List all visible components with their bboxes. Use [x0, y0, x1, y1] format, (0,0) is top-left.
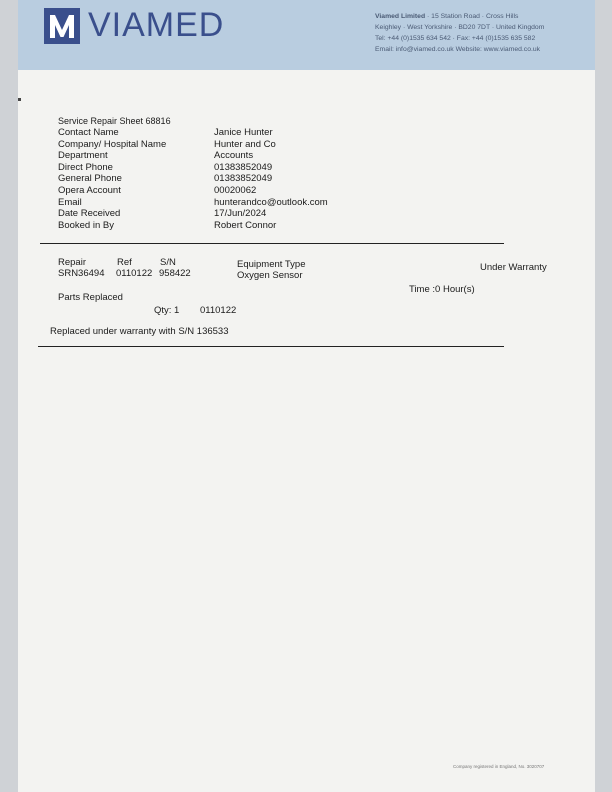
part-reference: 0110122: [200, 305, 237, 316]
field-label: Contact Name: [58, 127, 119, 138]
section-divider: [40, 243, 504, 244]
field-label: Date Received: [58, 208, 121, 220]
punch-mark: [18, 98, 21, 101]
repair-number: SRN36494: [58, 268, 105, 279]
company-address: [375, 11, 585, 55]
address-line-3: Tel: +44 (0)1535 634 542 · Fax: +44 (0)1535 635 582: [375, 35, 536, 42]
field-value: 01383852049: [214, 161, 273, 173]
field-value: Accounts: [214, 150, 254, 162]
repair-column-header: Repair: [58, 257, 86, 268]
ref-number: 0110122: [116, 268, 153, 279]
viamed-logo-icon: [44, 8, 80, 44]
address-line-4: Email: info@viamed.co.uk Website: www.viamed.co.uk: [375, 46, 541, 53]
brand-name: VIAMED: [88, 6, 225, 44]
sn-column-header: S/N: [160, 257, 176, 268]
field-label: Company/ Hospital Name: [58, 138, 167, 150]
field-value: Janice Hunter: [214, 127, 273, 138]
company-registration: Company registered in England, No. 3020707: [453, 764, 545, 769]
field-label: Opera Account: [58, 184, 121, 196]
section-divider: [38, 346, 504, 347]
company-name: Viamed Limited: [375, 13, 426, 20]
repair-time: Time :0 Hour(s): [409, 284, 475, 295]
equipment-type: Oxygen Sensor: [237, 270, 303, 281]
field-label: Email: [58, 196, 82, 208]
parts-replaced-label: Parts Replaced: [58, 292, 123, 303]
document-sheet: [18, 0, 595, 792]
equipment-column-header: Equipment Type: [237, 259, 306, 270]
letterhead-banner: [18, 0, 595, 70]
field-value: Robert Connor: [214, 219, 277, 231]
part-quantity: Qty: 1: [154, 305, 180, 316]
field-value: 01383852049: [214, 173, 273, 185]
field-value: 00020062: [214, 184, 257, 196]
field-label: Direct Phone: [58, 161, 113, 173]
warranty-status: Under Warranty: [480, 262, 547, 273]
field-label: Department: [58, 150, 108, 162]
sheet-title: Service Repair Sheet 68816: [58, 116, 171, 126]
field-label: Booked in By: [58, 219, 114, 231]
address-line-2: Keighley · West Yorkshire · BD20 7DT · United Kingdom: [375, 24, 545, 31]
repair-note: Replaced under warranty with S/N 136533: [50, 326, 229, 337]
field-value: hunterandco@outlook.com: [214, 196, 328, 208]
ref-column-header: Ref: [117, 257, 132, 268]
field-value: Hunter and Co: [214, 138, 276, 150]
field-value: 17/Jun/2024: [214, 208, 267, 220]
field-label: General Phone: [58, 173, 122, 185]
serial-number: 958422: [159, 268, 191, 279]
address-line-1: · 15 Station Road · Cross Hills: [427, 13, 519, 20]
